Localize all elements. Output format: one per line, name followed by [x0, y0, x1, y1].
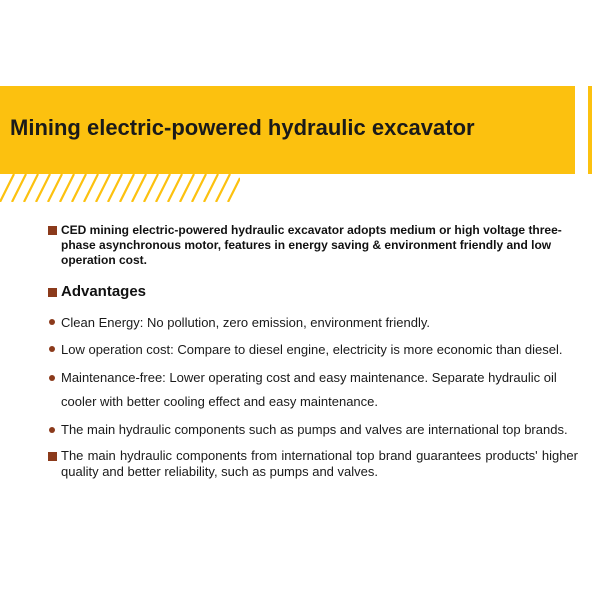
square-bullet-icon	[48, 288, 57, 297]
content-area	[48, 223, 578, 480]
title-banner	[0, 86, 575, 174]
diagonal-stripes-decoration	[0, 174, 240, 202]
list-item	[48, 339, 578, 360]
list-item-text: The main hydraulic components from international top brand guarantees products' higher quality and better reliability, such as pumps and valves.	[61, 448, 578, 479]
list-item	[48, 366, 578, 414]
intro-text: CED mining electric-powered hydraulic excavator adopts medium or high voltage three-phase asynchronous motor, features in energy saving & environment friendly and low operation cost.	[61, 223, 562, 267]
page-title: Mining electric-powered hydraulic excavator	[10, 115, 475, 140]
list-item	[48, 312, 578, 333]
intro-paragraph	[48, 223, 578, 268]
advantages-heading-text: Advantages	[61, 283, 147, 300]
list-item-text: Clean Energy: No pollution, zero emission, environment friendly.	[61, 315, 430, 330]
round-bullet-icon	[49, 427, 55, 433]
list-item-text: Low operation cost: Compare to diesel engine, electricity is more economic than diesel.	[61, 342, 563, 357]
advantages-heading	[48, 283, 578, 301]
edge-stripe	[588, 86, 592, 174]
round-bullet-icon	[49, 346, 55, 352]
round-bullet-icon	[49, 375, 55, 381]
square-bullet-icon	[48, 226, 57, 235]
list-item	[48, 448, 578, 480]
square-bullet-icon	[48, 452, 57, 461]
round-bullet-icon	[49, 319, 55, 325]
list-item-text: The main hydraulic components such as pumps and valves are international top brands.	[61, 422, 568, 437]
list-item	[48, 422, 578, 438]
list-item-text: Maintenance-free: Lower operating cost and easy maintenance. Separate hydraulic oil cooler with better cooling effect and easy maintenance.	[61, 370, 557, 409]
